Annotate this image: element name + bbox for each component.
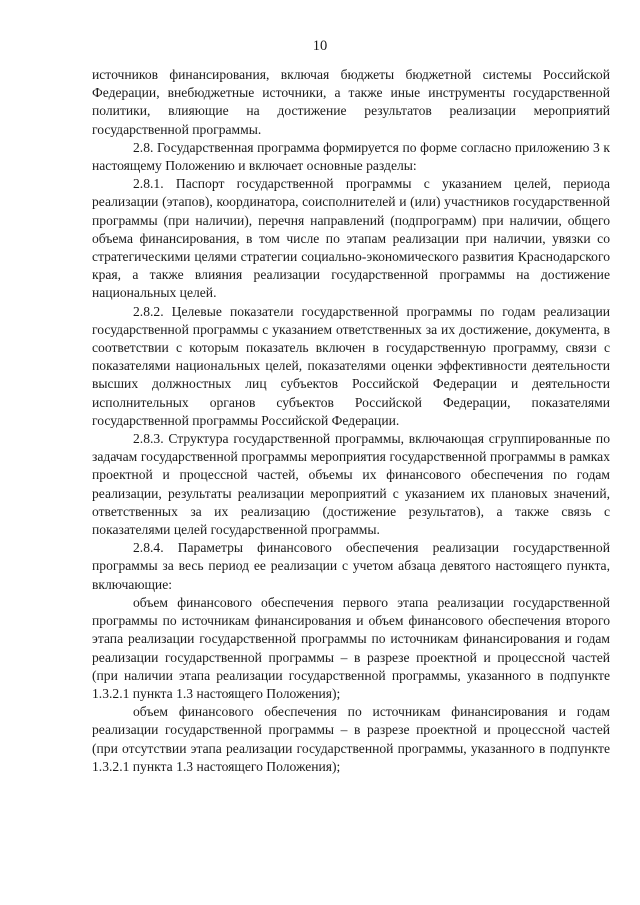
paragraph-2-8-2: 2.8.2. Целевые показатели государственной программы по годам реализации государственной программы с указанием ответственных за их достижение, документа, в соответствии с которым показатель включен в государственную программу, связи с показателями национальных целей, показателями оценки эффективности деятельности высших должностных лиц субъектов Российской Федерации и деятельности исполнительных органов субъектов Российской Федерации, показателями государственной программы Российской Федерации. (92, 303, 610, 428)
document-body (92, 66, 610, 776)
paragraph-financing-no-stage: объем финансового обеспечения по источникам финансирования и годам реализации государственной программы – в разрезе проектной и процессной частей (при отсутствии этапа реализации государственной программы, указанного в подпункте 1.3.2.1 пункта 1.3 настоящего Положения); (92, 704, 610, 774)
page-number: 10 (312, 38, 328, 54)
paragraph-2-8-4: 2.8.4. Параметры финансового обеспечения реализации государственной программы за весь период ее реализации с учетом абзаца девятого настоящего пункта, включающие: (92, 540, 610, 592)
paragraph: источников финансирования, включая бюджеты бюджетной системы Российской Федерации, внебюджетные источники, а также иные инструменты государственной политики, влияющие на достижение результатов реализации мероприятий государственной программы. (92, 67, 610, 137)
paragraph-2-8: 2.8. Государственная программа формируется по форме согласно приложению 3 к настоящему Положению и включает основные разделы: (92, 139, 610, 174)
paragraph-financing-first-stage: объем финансового обеспечения первого этапа реализации государственной программы по источникам финансирования и объем финансового обеспечения второго этапа реализации государственной программы по источникам финансирования и годам реализации государственной программы – в разрезе проектной и процессной частей (при наличии этапа реализации государственной программы, указанного в подпункте 1.3.2.1 пункта 1.3 настоящего Положения); (92, 594, 610, 701)
paragraph-2-8-1: 2.8.1. Паспорт государственной программы с указанием целей, периода реализации (этапов), координатора, соисполнителей и (или) участников государственной программы (при наличии), перечня направлений (подпрограмм) при наличии, общего объема финансирования, в том числе по этапам реализации при наличии, увязки со стратегическими целями стратегии социально-экономического развития Краснодарского края, а также влияния реализации государственной программы на достижение национальных целей. (92, 176, 610, 301)
paragraph-2-8-3: 2.8.3. Структура государственной программы, включающая сгруппированные по задачам государственной программы мероприятия государственной программы в рамках проектной и процессной частей, объемы их финансового обеспечения по годам реализации, результаты реализации мероприятий с указанием их плановых значений, ответственных за их реализацию (достижение результатов), а также связь с показателями целей государственной программы. (92, 431, 610, 538)
